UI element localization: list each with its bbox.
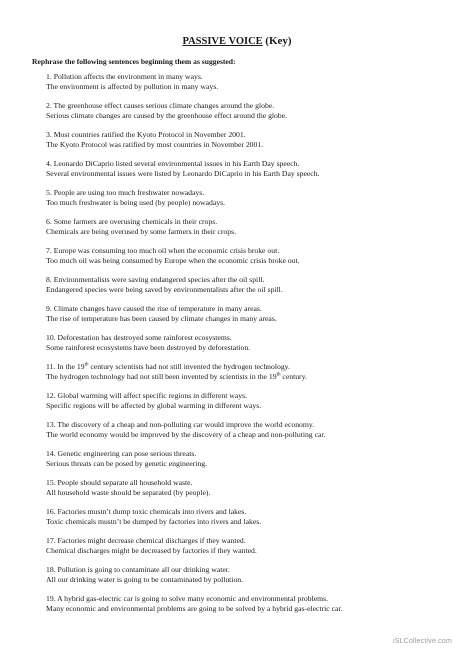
exercise-item	[46, 188, 456, 208]
original-sentence: 14. Genetic engineering can pose serious threats.	[46, 449, 197, 458]
passive-answer: All household waste should be separated (by people).	[46, 488, 211, 498]
exercise-item	[46, 507, 456, 527]
exercise-item	[46, 275, 456, 295]
passive-answer: Serious climate changes are caused by the greenhouse effect around the globe.	[46, 111, 288, 121]
instruction-text: Rephrase the following sentences beginning them as suggested:	[32, 57, 236, 66]
original-sentence: 4. Leonardo DiCaprio listed several environmental issues in his Earth Day speech.	[46, 159, 300, 168]
passive-answer: Endangered species were being saved by environmentalists after the oil spill.	[46, 285, 283, 295]
exercise-item	[46, 362, 456, 382]
original-sentence: 18. Pollution is going to contaminate all our drinking water.	[46, 565, 230, 574]
original-sentence: 10. Deforestation has destroyed some rainforest ecosystems.	[46, 333, 232, 342]
exercise-item	[46, 478, 456, 498]
passive-answer: The world economy would be improved by the discovery of a cheap and non-polluting car.	[46, 430, 326, 440]
ordinal-suffix: th	[276, 372, 281, 378]
passive-answer: Too much oil was being consumed by Europe when the economic crisis broke out.	[46, 256, 300, 266]
sentence-part: The hydrogen technology had not still been invented by scientists in the 19	[46, 372, 277, 382]
sentence-part: century scientists had not still invented the hydrogen technology.	[88, 362, 290, 371]
exercise-item	[46, 449, 456, 469]
original-sentence: 16. Factories mustn’t dump toxic chemicals into rivers and lakes.	[46, 507, 247, 516]
passive-answer: The rise of temperature has been caused by climate changes in many areas.	[46, 314, 277, 324]
original-sentence: 13. The discovery of a cheap and non-polluting car would improve the world economy.	[46, 420, 315, 429]
original-sentence: 8. Environmentalists were saving endangered species after the oil spill.	[46, 275, 265, 284]
exercise-item	[46, 333, 456, 353]
passive-answer: Specific regions will be affected by global warming in different ways.	[46, 401, 262, 411]
exercise-item	[46, 159, 456, 179]
original-sentence: 6. Some farmers are overusing chemicals in their crops.	[46, 217, 218, 226]
site-watermark: iSLCollective.com	[392, 638, 452, 645]
original-sentence: 17. Factories might decrease chemical discharges if they wanted.	[46, 536, 246, 545]
exercise-item	[46, 391, 456, 411]
page-title	[0, 35, 474, 47]
original-sentence: 7. Europe was consuming too much oil when the economic crisis broke out.	[46, 246, 280, 255]
original-sentence: 15. People should separate all household waste.	[46, 478, 193, 487]
exercise-item	[46, 304, 456, 324]
original-sentence: 19. A hybrid gas-electric car is going to solve many economic and environmental problems.	[46, 594, 329, 603]
ordinal-suffix: th	[84, 362, 89, 368]
exercise-item	[46, 594, 456, 614]
passive-answer: The Kyoto Protocol was ratified by most countries in November 2001.	[46, 140, 264, 150]
exercise-item	[46, 217, 456, 237]
sentence-part: 11. In the 19	[46, 362, 85, 371]
original-sentence: 1. Pollution affects the environment in many ways.	[46, 72, 203, 81]
passive-answer: Some rainforest ecosystems have been destroyed by deforestation.	[46, 343, 251, 353]
original-sentence: 5. People are using too much freshwater nowadays.	[46, 188, 205, 197]
title-suffix: (Key)	[265, 35, 292, 47]
passive-answer: Too much freshwater is being used (by people) nowadays.	[46, 198, 226, 208]
original-sentence	[46, 362, 456, 372]
passive-answer: Toxic chemicals mustn’t be dumped by factories into rivers and lakes.	[46, 517, 262, 527]
sentence-part: century.	[280, 372, 307, 382]
original-sentence: 3. Most countries ratified the Kyoto Protocol in November 2001.	[46, 130, 246, 139]
passive-answer: The environment is affected by pollution in many ways.	[46, 82, 219, 92]
original-sentence: 2. The greenhouse effect causes serious climate changes around the globe.	[46, 101, 275, 110]
passive-answer: Several environmental issues were listed by Leonardo DiCaprio in his Earth Day speech.	[46, 169, 320, 179]
original-sentence: 12. Global warming will affect specific regions in different ways.	[46, 391, 248, 400]
passive-answer: Serious threats can be posed by genetic engineering.	[46, 459, 207, 469]
exercise-list	[46, 72, 456, 623]
passive-answer: Many economic and environmental problems are going to be solved by a hybrid gas-electric car.	[46, 604, 343, 614]
exercise-item	[46, 420, 456, 440]
passive-answer: All our drinking water is going to be contaminated by pollution.	[46, 575, 244, 585]
exercise-item	[46, 72, 456, 92]
passive-answer	[46, 372, 456, 382]
exercise-item	[46, 101, 456, 121]
title-text: PASSIVE VOICE	[182, 36, 263, 47]
exercise-item	[46, 130, 456, 150]
passive-answer: Chemicals are being overused by some farmers in their crops.	[46, 227, 236, 237]
passive-answer: Chemical discharges might be decreased by factories if they wanted.	[46, 546, 257, 556]
original-sentence: 9. Climate changes have caused the rise of temperature in many areas.	[46, 304, 262, 313]
exercise-item	[46, 246, 456, 266]
exercise-item	[46, 565, 456, 585]
exercise-item	[46, 536, 456, 556]
